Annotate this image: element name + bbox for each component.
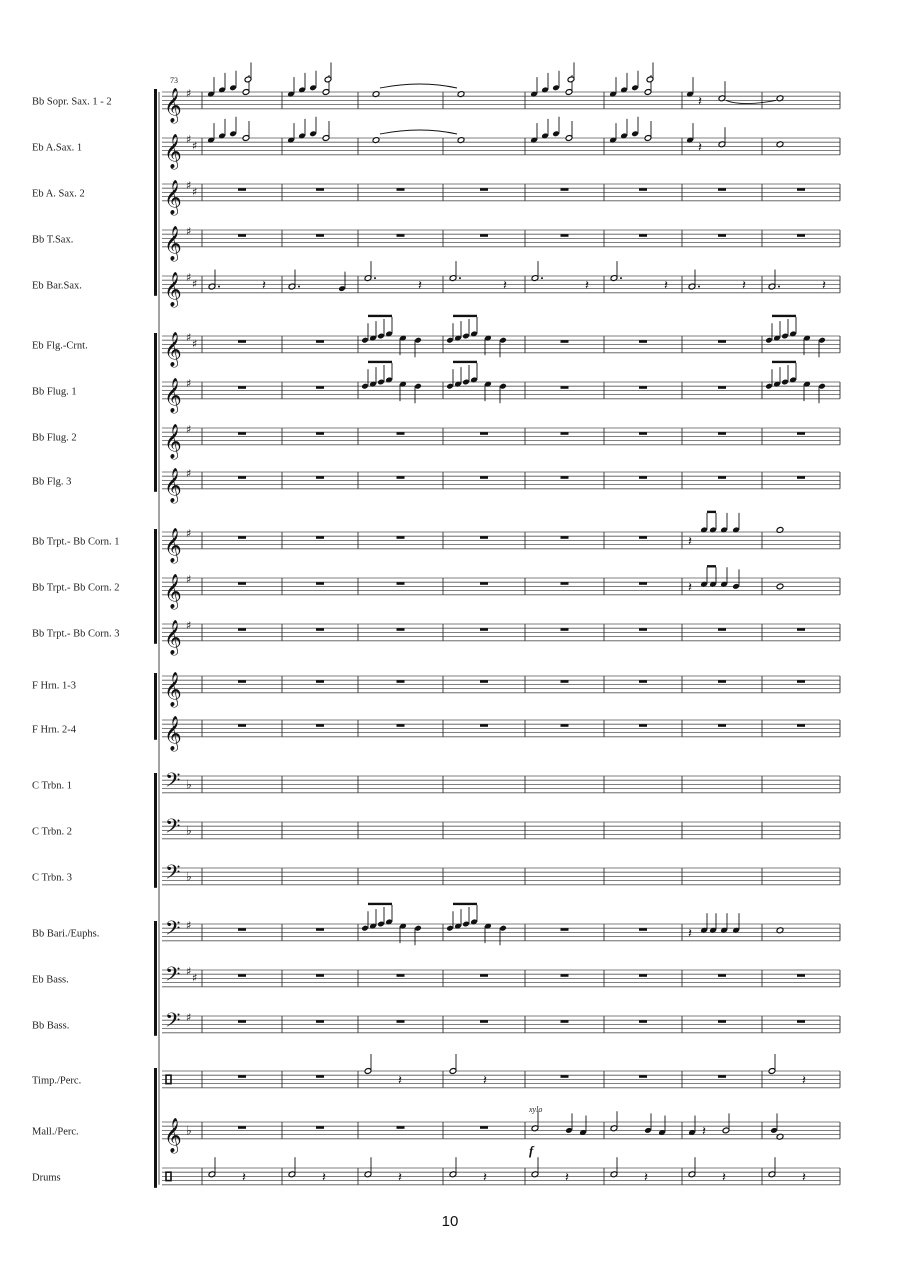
whole-rest-icon: [397, 536, 405, 539]
whole-rest-icon: [561, 188, 569, 191]
flat-icon: ♭: [186, 869, 192, 884]
whole-rest-icon: [480, 1126, 488, 1129]
bracket-group-5: [154, 773, 157, 888]
whole-rest-icon: [238, 1126, 246, 1129]
whole-rest-icon: [397, 234, 405, 237]
sharp-icon: ♯: [186, 965, 192, 978]
page-number: 10: [441, 1213, 459, 1230]
whole-rest-icon: [639, 188, 647, 191]
quarter-rest-icon: 𝄽: [688, 534, 692, 550]
whole-rest-icon: [639, 974, 647, 977]
sharp-icon: ♯: [186, 377, 192, 390]
treble-clef-icon: 𝄞: [164, 271, 182, 307]
treble-clef-icon: 𝄞: [164, 377, 182, 413]
measure-number: 73: [170, 76, 178, 85]
dot: [541, 277, 543, 279]
whole-rest-icon: [797, 234, 805, 237]
tie: [380, 84, 457, 88]
treble-clef-icon: 𝄞: [164, 619, 182, 655]
bass-clef-icon: 𝄢: [165, 916, 181, 945]
bass-clef-icon: 𝄢: [165, 1008, 181, 1037]
instrument-label: Timp./Perc.: [32, 1075, 82, 1087]
whole-rest-icon: [316, 582, 324, 585]
whole-rest-icon: [316, 724, 324, 727]
instrument-label: Bb T.Sax.: [32, 234, 74, 246]
quarter-rest-icon: 𝄽: [242, 1170, 246, 1186]
whole-rest-icon: [718, 628, 726, 631]
whole-rest-icon: [480, 188, 488, 191]
whole-rest-icon: [480, 476, 488, 479]
bass-clef-icon: 𝄢: [165, 860, 181, 889]
sharp-icon: ♯: [186, 271, 192, 284]
sharp-icon: ♯: [192, 277, 198, 291]
whole-rest-icon: [480, 724, 488, 727]
treble-clef-icon: 𝄞: [164, 133, 182, 169]
whole-rest-icon: [797, 188, 805, 191]
whole-rest-icon: [639, 340, 647, 343]
dot: [778, 286, 780, 288]
quarter-rest-icon: 𝄽: [698, 140, 702, 156]
quarter-rest-icon: 𝄽: [262, 278, 266, 294]
whole-rest-icon: [718, 188, 726, 191]
instrument-label: C Trbn. 1: [32, 780, 72, 792]
whole-rest-icon: [561, 536, 569, 539]
whole-rest-icon: [480, 582, 488, 585]
whole-rest-icon: [718, 1075, 726, 1078]
whole-rest-icon: [797, 1020, 805, 1023]
quarter-rest-icon: 𝄽: [585, 278, 589, 294]
whole-rest-icon: [718, 1020, 726, 1023]
sharp-icon: ♯: [186, 573, 192, 586]
whole-rest-icon: [316, 628, 324, 631]
instrument-label: Eb A. Sax. 2: [32, 188, 85, 200]
sharp-icon: ♯: [186, 527, 192, 540]
treble-clef-icon: 𝄞: [164, 671, 182, 707]
whole-rest-icon: [238, 188, 246, 191]
whole-rest-icon: [797, 680, 805, 683]
dot: [620, 277, 622, 279]
instrument-label: Bb Sopr. Sax. 1 - 2: [32, 96, 112, 108]
instrument-label: C Trbn. 3: [32, 872, 72, 884]
whole-rest-icon: [316, 974, 324, 977]
quarter-rest-icon: 𝄽: [322, 1170, 326, 1186]
whole-rest-icon: [480, 974, 488, 977]
whole-rest-icon: [238, 1075, 246, 1078]
tie: [726, 100, 776, 103]
quarter-rest-icon: 𝄽: [822, 278, 826, 294]
whole-rest-icon: [639, 476, 647, 479]
tie: [380, 130, 457, 134]
sharp-icon: ♯: [186, 1011, 192, 1024]
whole-rest-icon: [561, 476, 569, 479]
treble-clef-icon: 𝄞: [164, 715, 182, 751]
whole-rest-icon: [561, 234, 569, 237]
treble-clef-icon: 𝄞: [164, 87, 182, 123]
whole-rest-icon: [238, 582, 246, 585]
bracket-group-1: [154, 89, 157, 296]
whole-rest-icon: [561, 928, 569, 931]
quarter-rest-icon: 𝄽: [688, 580, 692, 596]
whole-rest-icon: [639, 1075, 647, 1078]
whole-rest-icon: [639, 432, 647, 435]
whole-rest-icon: [718, 476, 726, 479]
whole-rest-icon: [397, 680, 405, 683]
whole-rest-icon: [480, 628, 488, 631]
whole-rest-icon: [316, 386, 324, 389]
instrument-label: Bb Trpt.- Bb Corn. 1: [32, 536, 120, 548]
instrument-label: Eb Bass.: [32, 974, 69, 986]
whole-rest-icon: [797, 974, 805, 977]
instrument-label: F Hrn. 1-3: [32, 680, 77, 692]
whole-rest-icon: [561, 340, 569, 343]
whole-rest-icon: [639, 582, 647, 585]
instrument-label: Bb Bass.: [32, 1020, 70, 1032]
instrument-label: Bb Flug. 1: [32, 386, 77, 398]
sharp-icon: ♯: [186, 179, 192, 192]
whole-rest-icon: [316, 188, 324, 191]
whole-rest-icon: [316, 1020, 324, 1023]
whole-rest-icon: [561, 1020, 569, 1023]
quarter-rest-icon: 𝄽: [398, 1170, 402, 1186]
dot: [218, 286, 220, 288]
instrument-label: Eb Bar.Sax.: [32, 280, 82, 292]
whole-rest-icon: [238, 1020, 246, 1023]
sharp-icon: ♯: [192, 337, 198, 351]
quarter-rest-icon: 𝄽: [483, 1073, 487, 1089]
whole-rest-icon: [639, 386, 647, 389]
flat-icon: ♭: [186, 1123, 192, 1138]
whole-rest-icon: [639, 724, 647, 727]
whole-rest-icon: [238, 340, 246, 343]
quarter-rest-icon: 𝄽: [644, 1170, 648, 1186]
whole-rest-icon: [480, 536, 488, 539]
sharp-icon: ♯: [186, 619, 192, 632]
quarter-rest-icon: 𝄽: [698, 94, 702, 110]
dot: [698, 286, 700, 288]
whole-rest-icon: [718, 432, 726, 435]
sharp-icon: ♯: [186, 423, 192, 436]
whole-rest-icon: [480, 1020, 488, 1023]
instrument-label: C Trbn. 2: [32, 826, 72, 838]
treble-clef-icon: 𝄞: [164, 179, 182, 215]
whole-rest-icon: [561, 724, 569, 727]
whole-rest-icon: [797, 628, 805, 631]
sharp-icon: ♯: [192, 971, 198, 985]
whole-rest-icon: [316, 476, 324, 479]
sharp-icon: ♯: [192, 185, 198, 199]
bracket-group-4: [154, 673, 157, 740]
quarter-rest-icon: 𝄽: [722, 1170, 726, 1186]
whole-rest-icon: [639, 234, 647, 237]
whole-rest-icon: [797, 432, 805, 435]
quarter-rest-icon: 𝄽: [418, 278, 422, 294]
whole-rest-icon: [397, 628, 405, 631]
whole-rest-icon: [797, 476, 805, 479]
whole-rest-icon: [639, 628, 647, 631]
flat-icon: ♭: [186, 823, 192, 838]
instrument-label: Bb Flug. 2: [32, 432, 77, 444]
whole-rest-icon: [561, 386, 569, 389]
whole-rest-icon: [480, 680, 488, 683]
whole-rest-icon: [316, 1075, 324, 1078]
whole-rest-icon: [718, 386, 726, 389]
whole-rest-icon: [561, 628, 569, 631]
whole-rest-icon: [480, 432, 488, 435]
whole-rest-icon: [238, 628, 246, 631]
whole-rest-icon: [238, 476, 246, 479]
whole-rest-icon: [316, 928, 324, 931]
whole-rest-icon: [639, 928, 647, 931]
bracket-group-7: [154, 1068, 157, 1188]
treble-clef-icon: 𝄞: [164, 225, 182, 261]
whole-rest-icon: [718, 340, 726, 343]
whole-rest-icon: [397, 1126, 405, 1129]
whole-rest-icon: [316, 432, 324, 435]
quarter-rest-icon: 𝄽: [503, 278, 507, 294]
quarter-rest-icon: 𝄽: [802, 1170, 806, 1186]
instrument-label: Eb Flg.-Crnt.: [32, 340, 88, 352]
whole-rest-icon: [316, 680, 324, 683]
instrument-label: Eb A.Sax. 1: [32, 142, 83, 154]
instrument-label: Bb Trpt.- Bb Corn. 2: [32, 582, 120, 594]
whole-rest-icon: [397, 476, 405, 479]
dynamic-marking: f: [529, 1142, 534, 1158]
quarter-rest-icon: 𝄽: [742, 278, 746, 294]
instrument-label: Bb Bari./Euphs.: [32, 928, 100, 940]
whole-rest-icon: [316, 536, 324, 539]
bracket-group-3: [154, 529, 157, 644]
bass-clef-icon: 𝄢: [165, 814, 181, 843]
instrument-label: Drums: [32, 1172, 61, 1184]
treble-clef-icon: 𝄞: [164, 1117, 182, 1153]
instrument-label: Bb Trpt.- Bb Corn. 3: [32, 628, 120, 640]
dot: [298, 286, 300, 288]
whole-rest-icon: [561, 432, 569, 435]
whole-rest-icon: [561, 582, 569, 585]
whole-rest-icon: [397, 188, 405, 191]
whole-note: [776, 583, 784, 590]
sharp-icon: ♯: [186, 467, 192, 480]
treble-clef-icon: 𝄞: [164, 331, 182, 367]
whole-rest-icon: [397, 1020, 405, 1023]
treble-clef-icon: 𝄞: [164, 527, 182, 563]
whole-rest-icon: [238, 386, 246, 389]
quarter-rest-icon: 𝄽: [688, 926, 692, 942]
quarter-rest-icon: 𝄽: [702, 1124, 706, 1140]
treble-clef-icon: 𝄞: [164, 423, 182, 459]
sharp-icon: ♯: [186, 331, 192, 344]
whole-rest-icon: [797, 724, 805, 727]
treble-clef-icon: 𝄞: [164, 573, 182, 609]
whole-rest-icon: [238, 234, 246, 237]
whole-rest-icon: [397, 432, 405, 435]
whole-rest-icon: [238, 536, 246, 539]
whole-rest-icon: [718, 234, 726, 237]
whole-rest-icon: [480, 234, 488, 237]
xylo-annotation: xylo: [529, 1105, 543, 1114]
whole-rest-icon: [397, 724, 405, 727]
bracket-group-6: [154, 921, 157, 1036]
whole-rest-icon: [316, 340, 324, 343]
whole-rest-icon: [718, 974, 726, 977]
whole-rest-icon: [718, 680, 726, 683]
quarter-rest-icon: 𝄽: [664, 278, 668, 294]
whole-rest-icon: [561, 974, 569, 977]
whole-rest-icon: [316, 234, 324, 237]
whole-rest-icon: [316, 1126, 324, 1129]
quarter-rest-icon: 𝄽: [565, 1170, 569, 1186]
whole-rest-icon: [397, 582, 405, 585]
bracket-group-2: [154, 333, 157, 492]
whole-rest-icon: [639, 680, 647, 683]
quarter-rest-icon: 𝄽: [398, 1073, 402, 1089]
whole-rest-icon: [238, 928, 246, 931]
sharp-icon: ♯: [186, 87, 192, 100]
sharp-icon: ♯: [186, 919, 192, 932]
flat-icon: ♭: [186, 777, 192, 792]
whole-rest-icon: [561, 1075, 569, 1078]
whole-rest-icon: [639, 536, 647, 539]
treble-clef-icon: 𝄞: [164, 467, 182, 503]
whole-rest-icon: [397, 974, 405, 977]
whole-rest-icon: [238, 974, 246, 977]
bass-clef-icon: 𝄢: [165, 768, 181, 797]
instrument-label: F Hrn. 2-4: [32, 724, 77, 736]
quarter-rest-icon: 𝄽: [802, 1073, 806, 1089]
whole-rest-icon: [238, 680, 246, 683]
whole-rest-icon: [561, 680, 569, 683]
dot: [374, 277, 376, 279]
instrument-label: Bb Flg. 3: [32, 476, 72, 488]
sharp-icon: ♯: [186, 133, 192, 146]
dot: [459, 277, 461, 279]
quarter-rest-icon: 𝄽: [483, 1170, 487, 1186]
sharp-icon: ♯: [192, 139, 198, 153]
bass-clef-icon: 𝄢: [165, 962, 181, 991]
whole-rest-icon: [238, 432, 246, 435]
sharp-icon: ♯: [186, 225, 192, 238]
whole-rest-icon: [718, 724, 726, 727]
whole-rest-icon: [238, 724, 246, 727]
whole-rest-icon: [639, 1020, 647, 1023]
instrument-label: Mall./Perc.: [32, 1126, 79, 1138]
